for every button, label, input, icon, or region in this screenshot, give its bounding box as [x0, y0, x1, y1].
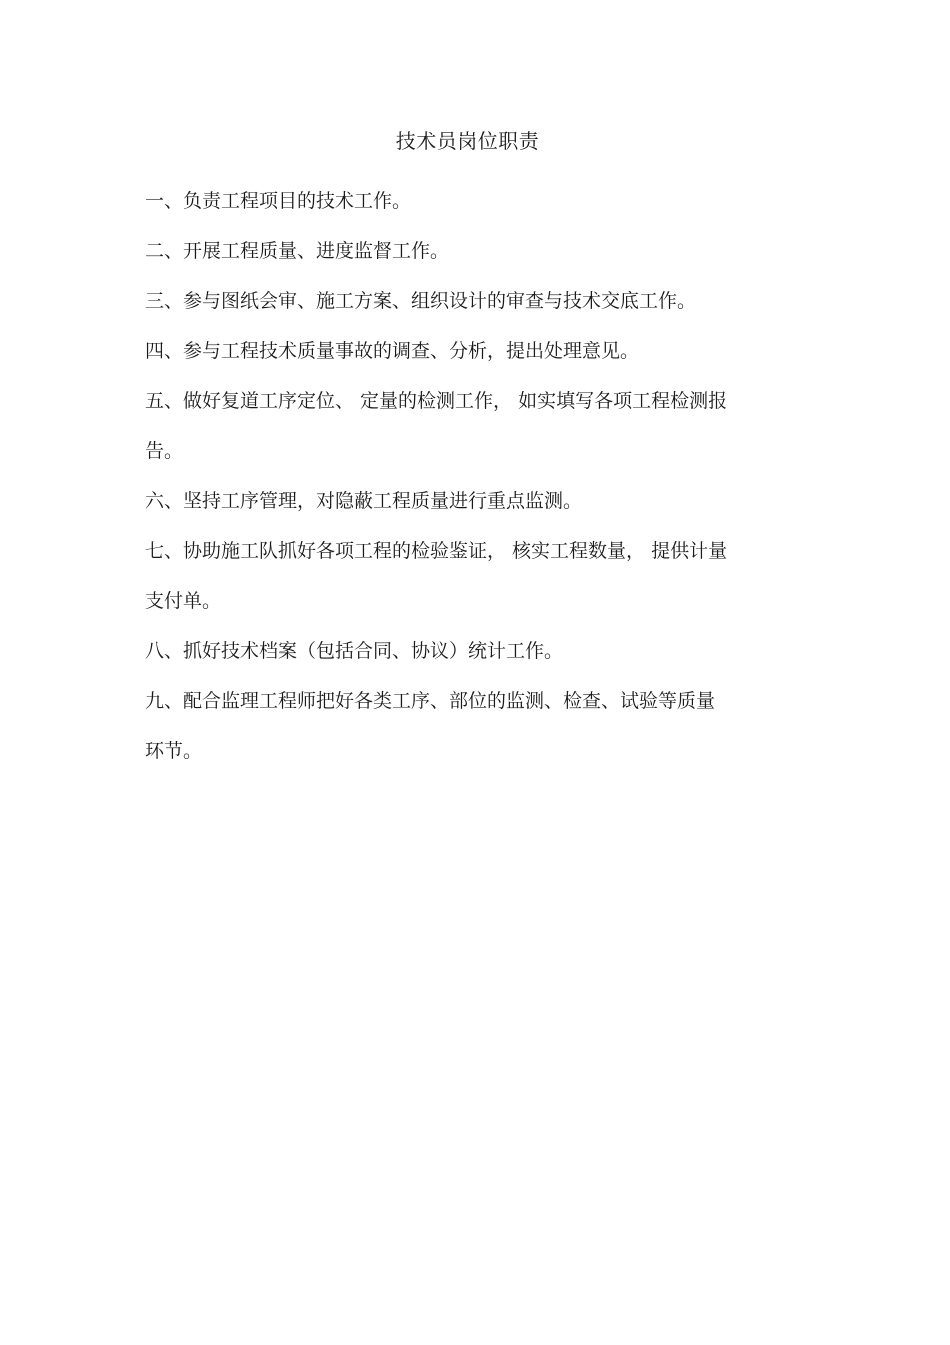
- duty-line-9-cont: 环节。: [145, 740, 203, 762]
- document-title: 技术员岗位职责: [395, 129, 540, 153]
- duty-line-1: 一、负责工程项目的技术工作。: [145, 190, 412, 212]
- duty-line-5-cont: 告。: [145, 440, 184, 462]
- duty-line-8: 八、抓好技术档案（包括合同、协议）统计工作。: [145, 640, 564, 662]
- duty-line-6: 六、坚持工序管理，对隐蔽工程质量进行重点监测。: [145, 490, 583, 512]
- duty-line-4: 四、参与工程技术质量事故的调查、分析，提出处理意见。: [145, 340, 640, 362]
- duty-list: [145, 176, 815, 776]
- duty-line-9: 九、配合监理工程师把好各类工序、部位的监测、检查、试验等质量: [145, 690, 716, 712]
- duty-line-7-cont: 支付单。: [145, 590, 222, 612]
- duty-line-3: 三、参与图纸会审、施工方案、组织设计的审查与技术交底工作。: [145, 290, 697, 312]
- duty-line-5: 五、做好复道工序定位、 定量的检测工作， 如实填写各项工程检测报: [145, 390, 728, 412]
- duty-line-2: 二、开展工程质量、进度监督工作。: [145, 240, 450, 262]
- duty-line-7: 七、协助施工队抓好各项工程的检验鉴证， 核实工程数量， 提供计量: [145, 540, 728, 562]
